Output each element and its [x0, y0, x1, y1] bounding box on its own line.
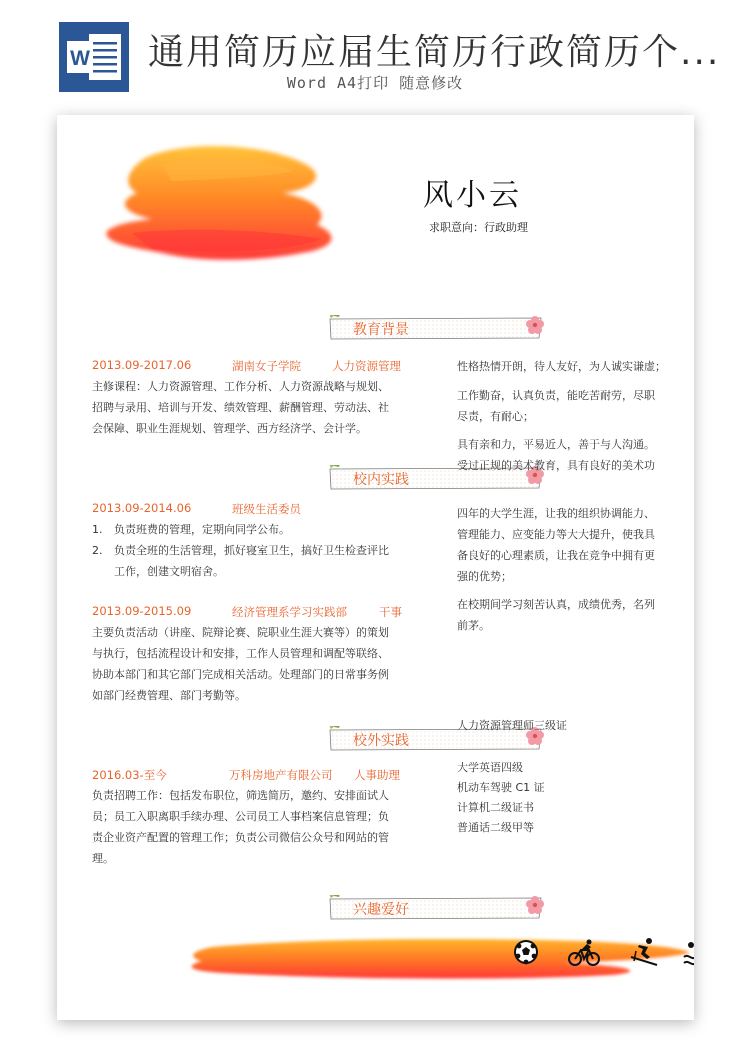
- list-item: 2. 负责全班的生活管理，抓好寝室卫生，搞好卫生检查评比 工作，创建文明宿舍。: [92, 544, 389, 578]
- svg-text:W: W: [70, 47, 90, 70]
- candidate-name: 风小云: [423, 178, 522, 213]
- self-eval-line: 工作勤奋，认真负责，能吃苦耐劳，尽职: [457, 389, 655, 402]
- self-eval-line: 强的优势；: [457, 570, 512, 583]
- resume-page: [57, 115, 694, 1020]
- campus2-role: 干事: [379, 605, 402, 619]
- campus2-org: 经济管理系学习实践部: [232, 605, 347, 619]
- section-title-campus: 校内实践: [353, 472, 409, 488]
- skiing-icon: [627, 935, 661, 969]
- campus2-period: 2013.09-2015.09: [92, 604, 192, 618]
- certificate-item: 大学英语四级: [457, 761, 523, 774]
- external-line: 负责招聘工作：包括发布职位，筛选简历，邀约、安排面试人: [92, 789, 389, 802]
- education-school: 湖南女子学院: [232, 359, 301, 373]
- watercolor-decoration: [92, 135, 352, 270]
- education-line: 主修课程：人力资源管理、工作分析、人力资源战略与规划、: [92, 380, 389, 393]
- certificate-item: 人力资源管理师三级证: [457, 719, 567, 732]
- campus2-line: 主要负责活动（讲座、院辩论赛、院职业生涯大赛等）的策划: [92, 626, 389, 639]
- certificate-item: 计算机二级证书: [457, 801, 534, 814]
- self-eval-line: 具有亲和力，平易近人，善于与人沟通。: [457, 438, 655, 451]
- document-subtitle: Word A4打印 随意修改: [286, 74, 464, 92]
- education-period: 2013.09-2017.06: [92, 358, 192, 372]
- list-item: 1. 负责班费的管理，定期向同学公布。: [92, 523, 290, 536]
- self-eval-line: 管理能力、应变能力等大大提升，使我具: [457, 528, 655, 541]
- campus2-line: 协助本部门和其它部门完成相关活动。处理部门的日常事务例: [92, 668, 389, 681]
- education-line: 招聘与录用、培训与开发、绩效管理、薪酬管理、劳动法、社: [92, 401, 389, 414]
- external-line: 理。: [92, 852, 114, 865]
- swimming-icon: [682, 935, 694, 969]
- campus2-line: 与执行，包括流程设计和安排，工作人员管理和调配等联络、: [92, 647, 389, 660]
- job-intent: 求职意向：行政助理: [429, 221, 528, 234]
- campus1-period: 2013.09-2014.06: [92, 501, 192, 515]
- certificate-item: 普通话二级甲等: [457, 821, 534, 834]
- self-eval-line: 性格热情开朗，待人友好，为人诚实谦虚；: [457, 360, 666, 373]
- document-title: 通用简历应届生简历行政简历个...: [148, 32, 721, 73]
- self-eval-line: 受过正规的美术教育，具有良好的美术功: [457, 459, 655, 472]
- campus1-role: 班级生活委员: [232, 502, 301, 516]
- watercolor-stroke: [182, 933, 694, 983]
- self-eval-line: 四年的大学生涯，让我的组织协调能力、: [457, 507, 655, 520]
- campus2-line: 如部门经费管理、部门考勤等。: [92, 689, 246, 702]
- external-period: 2016.03-至今: [92, 768, 167, 782]
- education-line: 会保障、职业生涯规划、管理学、西方经济学、会计学。: [92, 422, 367, 435]
- external-line: 责企业资产配置的管理工作；负责公司微信公众号和网站的管: [92, 831, 389, 844]
- external-company: 万科房地产有限公司: [229, 768, 333, 782]
- education-major: 人力资源管理: [332, 359, 401, 373]
- external-role: 人事助理: [354, 768, 400, 782]
- section-title-hobbies: 兴趣爱好: [353, 902, 409, 918]
- self-eval-line: 备良好的心理素质，让我在竞争中拥有更: [457, 549, 655, 562]
- self-eval-line: 在校期间学习刻苦认真，成绩优秀，名列: [457, 598, 655, 611]
- external-line: 员；员工入职离职手续办理、公司员工人事档案信息管理；负: [92, 810, 389, 823]
- self-eval-line: 尽责，有耐心；: [457, 410, 534, 423]
- soccer-icon: [509, 935, 543, 969]
- section-title-education: 教育背景: [353, 322, 409, 338]
- cycling-icon: [567, 935, 601, 969]
- self-eval-line: 前茅。: [457, 619, 490, 632]
- certificate-item: 机动车驾驶 C1 证: [457, 781, 545, 794]
- section-title-external: 校外实践: [353, 733, 409, 749]
